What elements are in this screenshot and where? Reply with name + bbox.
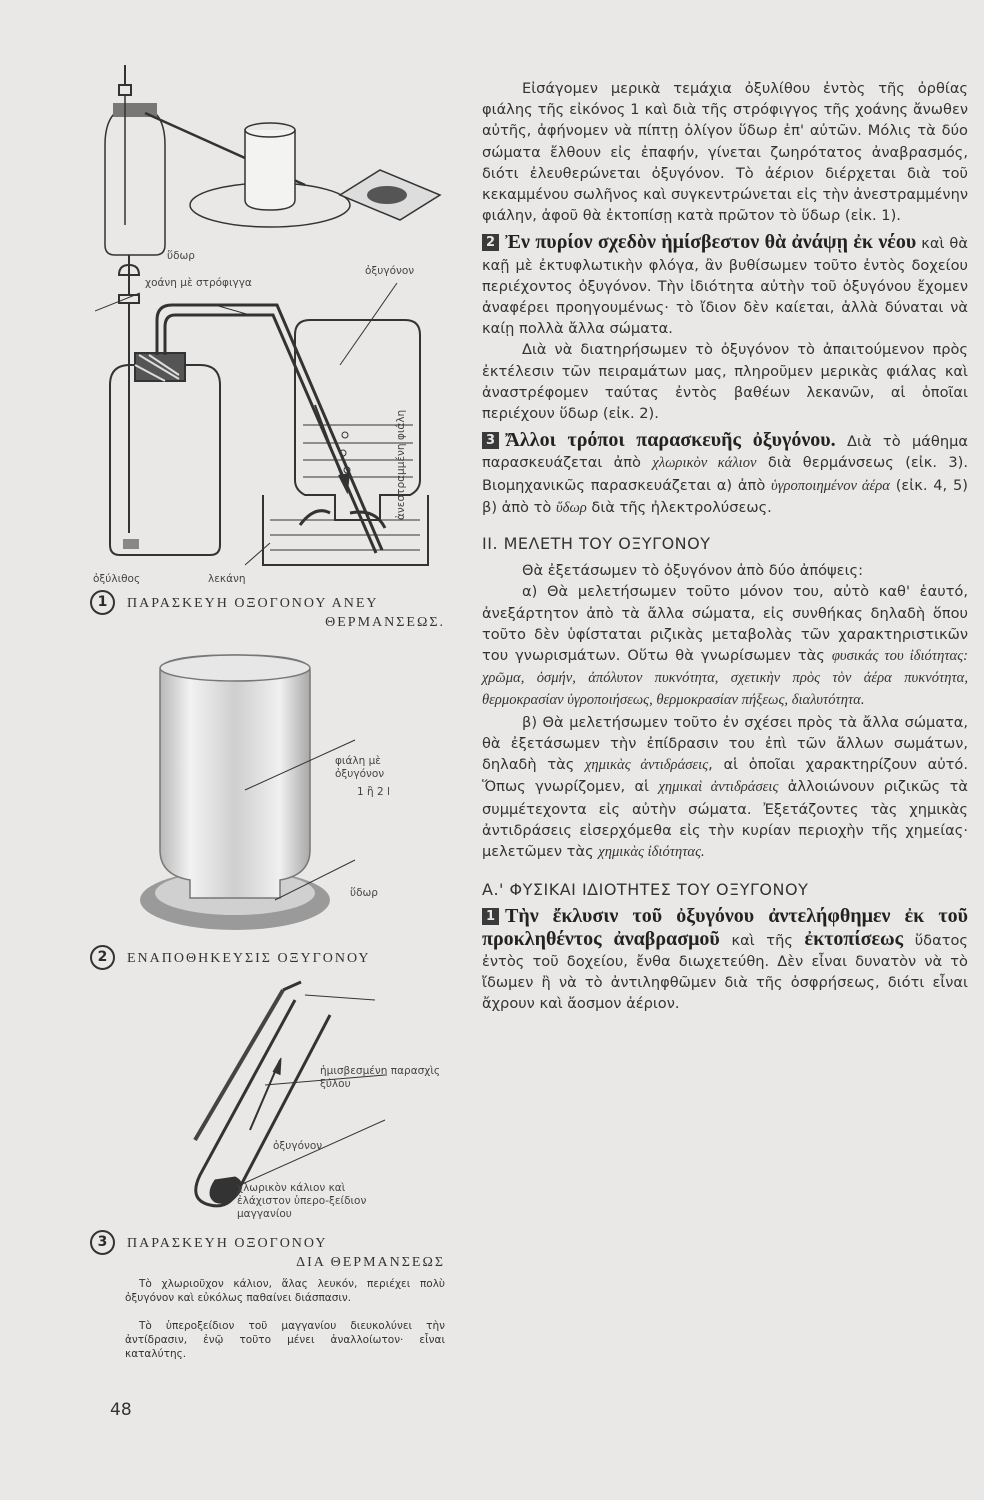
fig2-number: 2 bbox=[90, 945, 115, 970]
paragraph-6-text-b: , αἱ ὁποῖαι χαρακτηρίζουν αὐτό. Ὅπως γνωρίζομεν, αἱ bbox=[482, 756, 968, 796]
fig3-note2: Τὸ ὑπεροξείδιον τοῦ μαγγανίου διευκολύνει τὴν ἀντίδρασιν, ἐνῷ τοῦτο μένει ἀναλλοίωτον· εἶναι καταλύτης. bbox=[125, 1320, 445, 1360]
fig1-caption bbox=[90, 590, 450, 631]
section-2-body: καὶ θὰ καῇ μὲ ἐκτυφλωτικὴν φλόγα, ἂν βυθίσωμεν τοῦτο ἐντὸς δοχείου περιέχοντος ὀξυγόνον. Τὴν ἰδιότητα αὐτὴν τοῦ ὀξυγόνου ἔχομεν ἀναφέρει προηγουμένως· τὸ ἴδιον δὲν καίεται, ἀλλὰ δύναται νὰ καίῃ πολλὰ ἄλλα σώματα. bbox=[482, 235, 968, 338]
fig3-label-splint: ἡμισβεσμένη παρασχὶς ξύλου bbox=[320, 1065, 441, 1090]
figure-1-apparatus bbox=[95, 55, 470, 575]
heading-study-of-oxygen: ΙΙ. ΜΕΛΕΤΗ ΤΟΥ ΟΞΥΓΟΝΟΥ bbox=[482, 534, 711, 554]
paragraph-5-italic: φυσικάς του ἰδιότητας: χρῶμα, ὀσμήν, ἀπόλυτον πυκνότητα, σχετικὴν πρὸς τὸν ἀέρα πυκνότητα, θερμοκρασίαν ὑγροποιήσεως, θερμοκρασίαν πήξεως, διαλυτότητα. bbox=[482, 648, 968, 709]
fig3-caption-line2: ΔΙΑ ΘΕΡΜΑΝΣΕΩΣ bbox=[296, 1255, 445, 1270]
paragraph-6-italic-b: χημικαὶ ἀντιδράσεις bbox=[658, 779, 779, 796]
section-4 bbox=[482, 906, 968, 1014]
fig1-number: 1 bbox=[90, 590, 115, 615]
section-3-heading: Ἄλλοι τρόποι παρασκευῆς ὀξυγόνου. bbox=[505, 429, 836, 452]
section-4-mid: καὶ τῆς bbox=[719, 931, 805, 949]
fig1-caption-line2: ΘΕΡΜΑΝΣΕΩΣ. bbox=[325, 615, 445, 630]
figures-column bbox=[95, 55, 470, 1375]
fig3-number: 3 bbox=[90, 1230, 115, 1255]
fig2-label-size: 1 ἢ 2 l bbox=[357, 786, 390, 798]
fig2-caption-text: ΕΝΑΠΟΘΗΚΕΥΣΙΣ ΟΞΥΓΟΝΟΥ bbox=[127, 951, 371, 966]
fig2-label-jar: φιάλη μὲ ὀξυγόνον bbox=[335, 755, 385, 780]
figure-2-jar bbox=[125, 650, 365, 950]
section-3-text-b: διὰ θερμάνσεως (εἰκ. 3). Βιομηχανικῶς παρασκευάζεται α) ἀπὸ bbox=[482, 454, 968, 494]
fig1-label-funnel: χοάνη μὲ στρόφιγγα bbox=[145, 277, 252, 289]
page-number: 48 bbox=[110, 1400, 132, 1420]
paragraph-6-italic-a: χημικὰς ἀντιδράσεις bbox=[585, 757, 709, 774]
heading-physical-properties: Α.' ΦΥΣΙΚΑΙ ΙΔΙΟΤΗΤΕΣ ΤΟΥ ΟΞΥΓΟΝΟΥ bbox=[482, 880, 809, 900]
fig1-label-sodium-peroxide: ὀξύλιθος bbox=[93, 573, 141, 585]
section-4-heading-2: ἐκτοπίσεως bbox=[804, 927, 904, 950]
section-3-text-a: Διὰ τὸ μάθημα παρασκευάζεται ἀπὸ bbox=[482, 433, 968, 472]
section-2 bbox=[482, 232, 968, 339]
fig3-note1: Τὸ χλωριοῦχον κάλιον, ἅλας λευκόν, περιέχει πολὺ ὀξυγόνον καὶ εὐκόλως παθαίνει διάσπασιν. bbox=[125, 1278, 445, 1304]
section-3-italic-c: ὕδωρ bbox=[555, 499, 587, 516]
section-3-italic-b: ὑγροποιημένον ἀέρα bbox=[771, 477, 890, 494]
paragraph-6-italic-c: χημικὰς ἰδιότητας. bbox=[598, 843, 705, 860]
paragraph-1: Εἰσάγομεν μερικὰ τεμάχια ὀξυλίθου ἐντὸς τῆς ὀρθίας φιάλης τῆς εἰκόνος 1 καὶ διὰ τῆς στρόφιγγος τῆς χοάνης ἄνωθεν αὐτῆς, ἀφήνομεν νὰ πίπτῃ ὀλίγον ὕδωρ ἐπ' αὐτῶν. Μόλις τὰ δύο σώματα ἔλθουν εἰς ἐπαφήν, γίνεται ζωηρότατος ἀναβρασμός, διότι ἐλευθερώνεται ὀξυγόνον. Τὸ ἀέριον διέρχεται διὰ τοῦ κεκαμμένου σωλῆνος καὶ συγκεντρώνεται εἰς τὴν ἀνεστραμμένην φιάλην, ἀφοῦ θὰ ἐκτοπίσῃ κατὰ πρῶτον τὸ ὕδωρ (εἰκ. 1). bbox=[482, 80, 968, 225]
paragraph-3: Διὰ νὰ διατηρήσωμεν τὸ ὀξυγόνον τὸ ἀπαιτούμενον πρὸς ἐκτέλεσιν τῶν πειραμάτων μας, πληροῦμεν μερικὰς φιάλας καὶ ἀναστρέφομεν ταύτας ἐντὸς βαθέων λεκανῶν, αἱ ὁποῖαι περιέχουν ὕδωρ (εἰκ. 2). bbox=[482, 341, 968, 423]
fig1-label-oxygen: ὀξυγόνον bbox=[365, 265, 415, 277]
section-4-heading: Τὴν ἔκλυσιν τοῦ ὀξυγόνου ἀντελήφθημεν ἐκ τοῦ προκληθέντος ἀναβρασμοῦ bbox=[482, 905, 968, 950]
section-3-italic-a: χλωρικὸν κάλιον bbox=[652, 455, 757, 472]
paragraph-6 bbox=[482, 712, 968, 863]
fig1-label-inverted-flask: ἀνεστραμμένη φιάλη bbox=[395, 409, 407, 520]
section-4-number: 1 bbox=[482, 908, 499, 925]
section-3 bbox=[482, 430, 968, 519]
section-3-text-d: διὰ τῆς ἠλεκτρολύσεως. bbox=[586, 498, 772, 516]
fig3-caption-line1: ΠΑΡΑΣΚΕΥΗ ΟΞΟΓΟΝΟΥ bbox=[127, 1236, 328, 1251]
section-4-body: ὕδατος ἐντὸς τοῦ δοχείου, ἔνθα διωχετεύθη. Δὲν εἶναι δυνατὸν νὰ τὸ ἴδωμεν ἢ νὰ τὸ ἀντιληφθῶμεν διὰ τῆς ὀσφρήσεως, διότι εἶναι ἄχρουν καὶ ἄοσμον ἀέριον. bbox=[482, 931, 968, 1013]
section-3-number: 3 bbox=[482, 432, 499, 449]
paragraph-6-text-a: β) Θὰ μελετήσωμεν τοῦτο ἐν σχέσει πρὸς τὰ ἄλλα σώματα, θὰ ἐξετάσωμεν τὴν ἐπίδρασιν του ἐπὶ τῶν ἄλλων σωμάτων, δηλαδὴ τὰς bbox=[482, 713, 968, 774]
section-3-text-c: (εἰκ. 4, 5) β) ἀπὸ τὸ bbox=[482, 476, 968, 516]
fig2-label-water: ὕδωρ bbox=[350, 887, 378, 899]
fig3-label-oxygen: ὀξυγόνον bbox=[273, 1140, 323, 1152]
fig1-label-basin: λεκάνη bbox=[208, 573, 246, 585]
fig1-caption-line1: ΠΑΡΑΣΚΕΥΗ ΟΞΟΓΟΝΟΥ ΑΝΕΥ bbox=[127, 596, 379, 611]
paragraph-4: Θὰ ἐξετάσωμεν τὸ ὀξυγόνον ἀπὸ δύο ἀπόψεις: bbox=[522, 562, 863, 580]
paragraph-6-text-c: ἀλλοιώνουν ριζικῶς τὰ συμμέτεχοντα εἰς αὐτὴν σώματα. Ἐξετάζοντες τὰς χημικὰς ἀντιδράσεις εἰσερχόμεθα εἰς τὴν κυρίαν περιοχὴν τῆς χημείας· μελετῶμεν τὰς bbox=[482, 778, 969, 860]
fig3-caption bbox=[90, 1230, 450, 1271]
fig1-label-water: ὕδωρ bbox=[167, 250, 195, 262]
fig3-label-chlorate: χλωρικὸν κάλιον καὶ ἐλάχιστον ὑπερο-ξείδιον μαγγανίου bbox=[237, 1182, 367, 1220]
section-2-heading: Ἐν πυρίον σχεδὸν ἡμίσβεστον θὰ ἀνάψῃ ἐκ νέου bbox=[505, 231, 917, 254]
paragraph-5-text: α) Θὰ μελετήσωμεν τοῦτο μόνον του, αὐτὸ καθ' ἑαυτό, ἀνεξάρτητον ἀπὸ τὰ ἄλλα σώματα, εἰς συνθήκας δηλαδὴ ὅπου τοῦτο δὲν ὑφίσταται ριζικὰς μεταβολὰς τῶν χαρακτηριστικῶν του γνωρισμάτων. Οὕτω θὰ γνωρίσωμεν τὰς bbox=[482, 583, 968, 665]
fig2-caption bbox=[90, 945, 450, 970]
paragraph-5 bbox=[482, 581, 968, 711]
body-text-column bbox=[482, 78, 968, 1014]
section-2-number: 2 bbox=[482, 234, 499, 251]
